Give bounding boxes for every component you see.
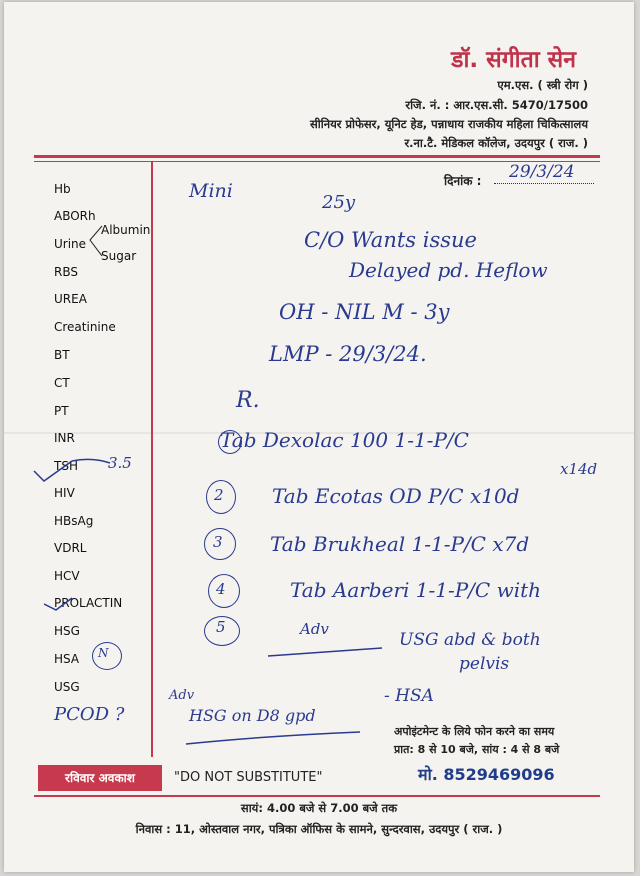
patient-age: 25y <box>322 192 356 213</box>
test-hsg: HSG <box>54 624 80 638</box>
med-3-number: 3 <box>213 533 223 551</box>
test-albumin: Albumin <box>101 223 151 237</box>
test-urea: UREA <box>54 292 87 306</box>
test-sugar: Sugar <box>101 249 137 263</box>
test-bt: BT <box>54 348 70 362</box>
test-urine: Urine <box>54 237 87 251</box>
prescription-paper <box>4 2 634 872</box>
advice-line-2: pelvis <box>459 654 510 674</box>
test-inr: INR <box>54 431 75 445</box>
complaint-line-2: Delayed pd. Heflow <box>349 258 548 282</box>
med-4-number: 4 <box>216 580 226 598</box>
test-ct: CT <box>54 376 70 390</box>
residence-address: निवास : 11, ओस्तवाल नगर, पत्रिका ऑफिस के सामने, सुन्दरवास, उदयपुर ( राज. ) <box>135 822 503 836</box>
test-prolactin: PROLACTIN <box>54 596 123 610</box>
doctor-college: र.ना.टै. मेडिकल कॉलेज, उदयपुर ( राज. ) <box>404 136 588 150</box>
date-label: दिनांक : <box>444 174 482 188</box>
med-2-number: 2 <box>214 486 224 504</box>
test-hb: Hb <box>54 182 71 196</box>
test-creatinine: Creatinine <box>54 320 116 334</box>
hsa-mark: N <box>98 646 109 660</box>
note-adv: Adv <box>169 688 195 703</box>
registration-number: रजि. नं. : आर.एस.सी. 5470/17500 <box>405 98 588 112</box>
test-hcv: HCV <box>54 569 80 583</box>
sunday-holiday-badge: रविवार अवकाश <box>38 765 162 791</box>
note-pcod: PCOD ? <box>54 704 125 725</box>
test-rbs: RBS <box>54 265 78 279</box>
footer-rule <box>34 795 600 797</box>
test-aborh: ABORh <box>54 209 96 223</box>
patient-name: Mini <box>189 180 233 202</box>
header-rule <box>34 155 600 158</box>
test-usg: USG <box>54 680 80 694</box>
obstetric-history: OH - NIL M - 3y <box>279 300 450 324</box>
do-not-substitute: "DO NOT SUBSTITUTE" <box>174 770 323 785</box>
tsh-value: 3.5 <box>108 454 132 472</box>
med-1-duration: x14d <box>560 460 598 478</box>
doctor-designation: सीनियर प्रोफेसर, यूनिट हेड, पन्नाधाय राजकीय महिला चिकित्सालय <box>309 117 588 131</box>
doctor-degree: एम.एस. ( स्त्री रोग ) <box>497 78 588 92</box>
date-line <box>494 183 594 184</box>
left-column-divider <box>151 162 153 757</box>
mobile-number: मो. 8529469096 <box>418 765 555 784</box>
lmp-line: LMP - 29/3/24. <box>269 342 427 366</box>
prolactin-tick-mark <box>42 596 102 612</box>
med-5-number: 5 <box>216 618 226 636</box>
appointment-title: अपोइंटमेन्ट के लिये फोन करने का समय <box>394 725 555 738</box>
advice-line-1: USG abd & both <box>399 630 541 650</box>
appointment-hours: प्रात: 8 से 10 बजे, सांय : 4 से 8 बजे <box>394 743 560 756</box>
hsg-underline <box>184 726 364 750</box>
test-vdrl: VDRL <box>54 541 87 555</box>
advice-adv: Adv <box>300 620 329 638</box>
rx-symbol: R. <box>236 388 260 413</box>
tsh-tick-mark <box>32 457 112 487</box>
advice-underline <box>266 642 386 662</box>
complaint-line-1: C/O Wants issue <box>304 228 477 252</box>
advice-line-3: - HSA <box>384 686 434 706</box>
test-hbsag: HBsAg <box>54 514 94 528</box>
med-1-line: Tab Dexolac 100 1-1-P/C <box>220 428 469 452</box>
doctor-name: डॉ. संगीता सेन <box>451 47 576 73</box>
evening-hours: सायं: 4.00 बजे से 7.00 बजे तक <box>240 801 398 815</box>
test-hiv: HIV <box>54 486 75 500</box>
test-tsh: TSH <box>54 459 78 473</box>
test-hsa: HSA <box>54 652 80 666</box>
med-2-line: Tab Ecotas OD P/C x10d <box>272 484 520 508</box>
med-4-line: Tab Aarberi 1-1-P/C with <box>290 578 542 602</box>
test-pt: PT <box>54 404 69 418</box>
med-3-line: Tab Brukheal 1-1-P/C x7d <box>270 532 530 556</box>
handwritten-date: 29/3/24 <box>509 162 575 182</box>
note-hsg: HSG on D8 gpd <box>189 706 316 725</box>
